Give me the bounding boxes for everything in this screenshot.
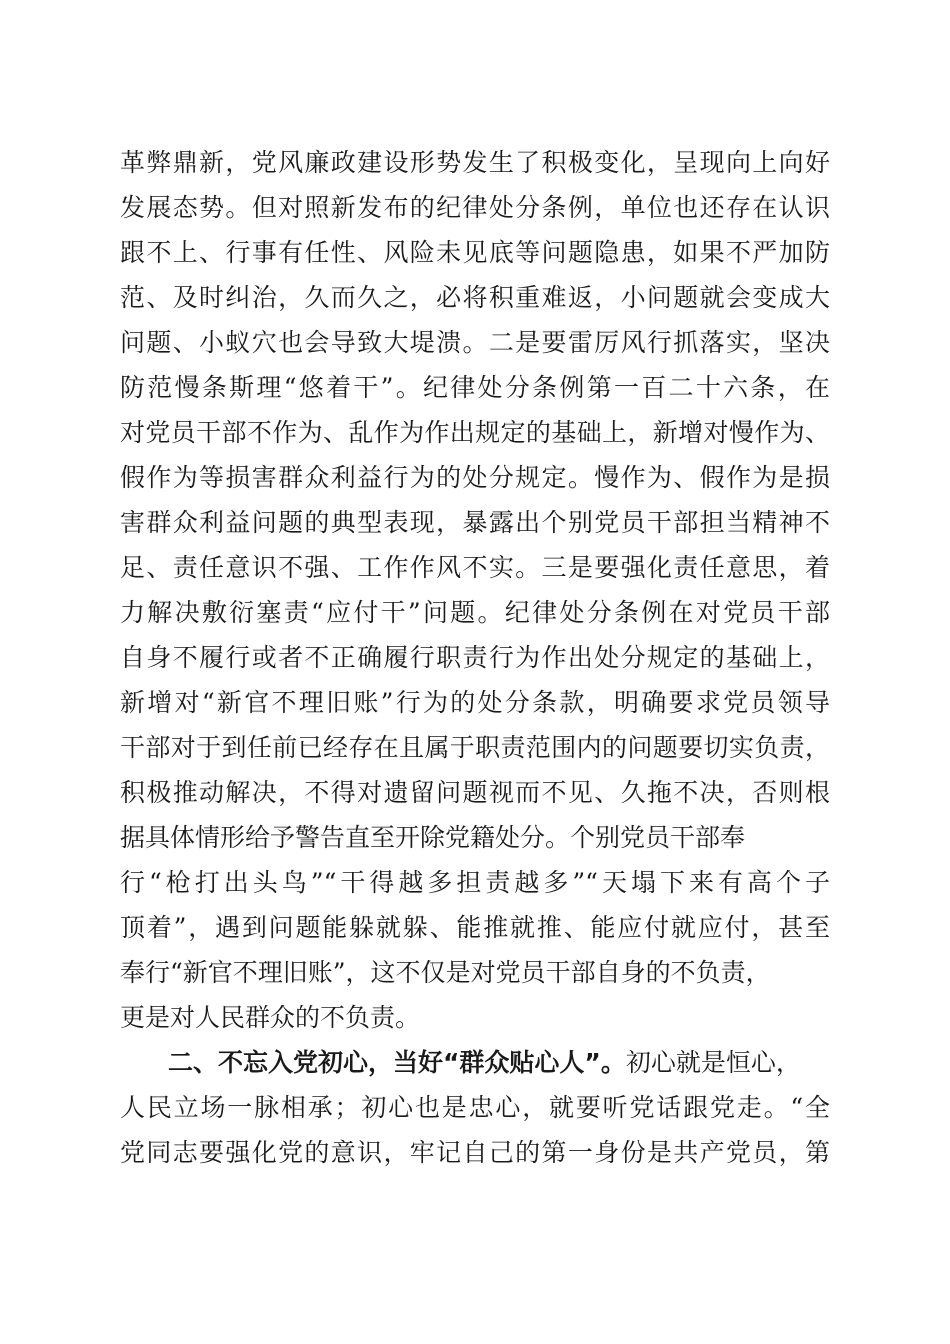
text-line: 自身不履行或者不正确履行职责行为作出处分规定的基础上， [120,643,830,672]
text-line: 问题、小蚁穴也会导致大堤溃。二是要雷厉风行抓落实，坚决 [120,328,830,357]
text-line: 害群众利益问题的典型表现，暴露出个别党员干部担当精神不 [120,508,830,537]
text-line: 革弊鼎新，党风廉政建设形势发生了积极变化，呈现向上向好 [120,148,830,177]
text-line: 对党员干部不作为、乱作为作出规定的基础上，新增对慢作为、 [120,418,830,447]
text-line: 党同志要强化党的意识，牢记自己的第一身份是共产党员，第 [120,1138,830,1167]
text-line: 跟不上、行事有任性、风险未见底等问题隐患，如果不严加防 [120,238,830,267]
body-text [120,140,830,1175]
text-line: 假作为等损害群众利益行为的处分规定。慢作为、假作为是损 [120,463,830,492]
text-line: 人民立场一脉相承；初心也是忠心，就要听党话跟党走。“全 [120,1093,830,1122]
text-line: 据具体情形给予警告直至开除党籍处分。个别党员干部奉 [120,823,746,852]
text-line: 行“枪打出头鸟”“干得越多担责越多”“天塌下来有高个子 [120,868,830,897]
text-line: 足、责任意识不强、工作作风不实。三是要强化责任意思，着 [120,553,830,582]
text-line: 干部对于到任前已经存在且属于职责范围内的问题要切实负责， [120,733,830,762]
text-line: 防范慢条斯理“悠着干”。纪律处分条例第一百二十六条，在 [120,373,830,402]
section-2-first-line [120,1040,830,1085]
text-line: 新增对“新官不理旧账”行为的处分条款，明确要求党员领导 [120,688,830,717]
text-line: 力解决敷衍塞责“应付干”问题。纪律处分条例在对党员干部 [120,598,830,627]
text-line: 顶着”，遇到问题能躲就躲、能推就推、能应付就应付，甚至 [120,913,830,942]
text-line: 更是对人民群众的不负责。 [120,1003,421,1032]
text-line: 积极推动解决，不得对遗留问题视而不见、久拖不决，否则根 [120,778,830,807]
text-line: 奉行“新官不理旧账”，这不仅是对党员干部自身的不负责， [120,958,771,987]
text-line: 范、及时纠治，久而久之，必将积重难返，小问题就会变成大 [120,283,830,312]
section-2-heading: 二、不忘入党初心，当好“群众贴心人”。 [168,1048,626,1077]
text-line: 发展态势。但对照新发布的纪律处分条例，单位也还存在认识 [120,193,830,222]
section-2-first-line-text: 初心就是恒心， [625,1048,801,1077]
